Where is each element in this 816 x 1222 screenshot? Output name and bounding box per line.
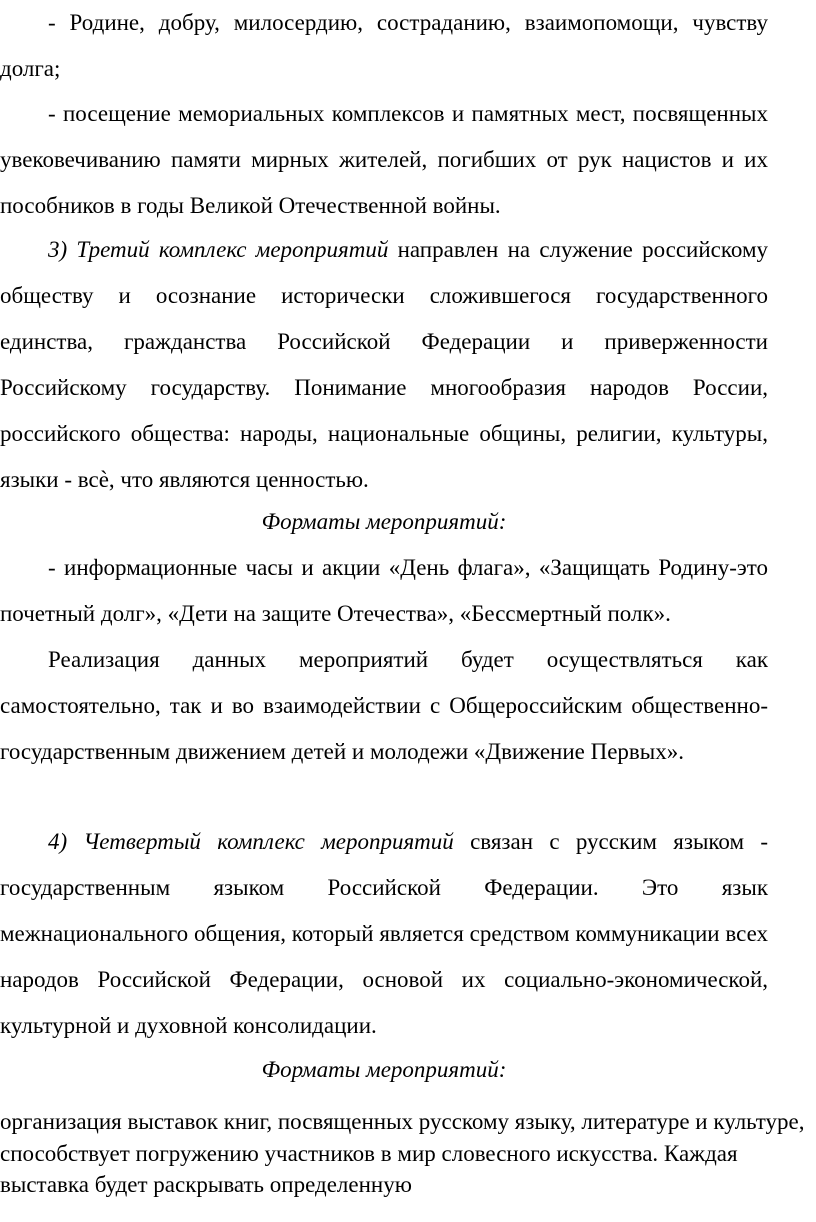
paragraph-text: связан с русским языком - государственным языком Российской Федерации. Это язык межнационального общения, который является средством коммуникации всех народов Российской Федерации, основой их социально-экономической, культурной и духовной консолидации. [0, 829, 768, 1038]
paragraph-text: направлен на служение российскому обществу и осознание исторически сложившегося государственного единства, гражданства Российской Федерации и приверженности Российскому государству. Понимание многообразия народов России, российского общества: народы, национальные общины, религии, культуры, языки - всѐ, что являются ценностью. [0, 237, 769, 492]
paragraph-list-item-memorials [0, 91, 768, 229]
paragraph-third-complex [0, 227, 768, 502]
paragraph-fourth-complex [0, 819, 768, 1049]
paragraph-text: - информационные часы и акции «День флага», «Защищать Родину-это почетный долг», «Дети на защите Отечества», «Бессмертный полк». [0, 555, 768, 626]
paragraph-lead-italic: 4) Четвертый комплекс мероприятий [48, 829, 454, 854]
section-heading-formats-1: Форматы мероприятий: [261, 509, 507, 534]
paragraph-book-exhibitions [0, 1106, 812, 1201]
paragraph-text: организация выставок книг, посвященных русскому языку, литературе и культуре, способствует погружению участников в мир словесного искусства. Каждая выставка будет раскрывать определенную [0, 1109, 805, 1197]
section-heading-formats-2: Форматы мероприятий: [261, 1057, 507, 1082]
paragraph-list-item-actions [0, 545, 768, 637]
paragraph-text: Реализация данных мероприятий будет осуществляться как самостоятельно, так и во взаимодействии с Общероссийским общественно- государственным движением детей и молодежи «Движение Первых». [0, 647, 768, 764]
paragraph-lead-italic: 3) Третий комплекс мероприятий [48, 237, 389, 262]
paragraph-implementation [0, 637, 768, 775]
paragraph-text: - Родине, добру, милосердию, состраданию, взаимопомощи, чувству долга; [0, 10, 768, 81]
paragraph-list-item-values [0, 0, 768, 92]
paragraph-text: - посещение мемориальных комплексов и памятных мест, посвященных увековечиванию памяти мирных жителей, погибших от рук нацистов и их пособников в годы Великой Отечественной войны. [0, 101, 768, 218]
